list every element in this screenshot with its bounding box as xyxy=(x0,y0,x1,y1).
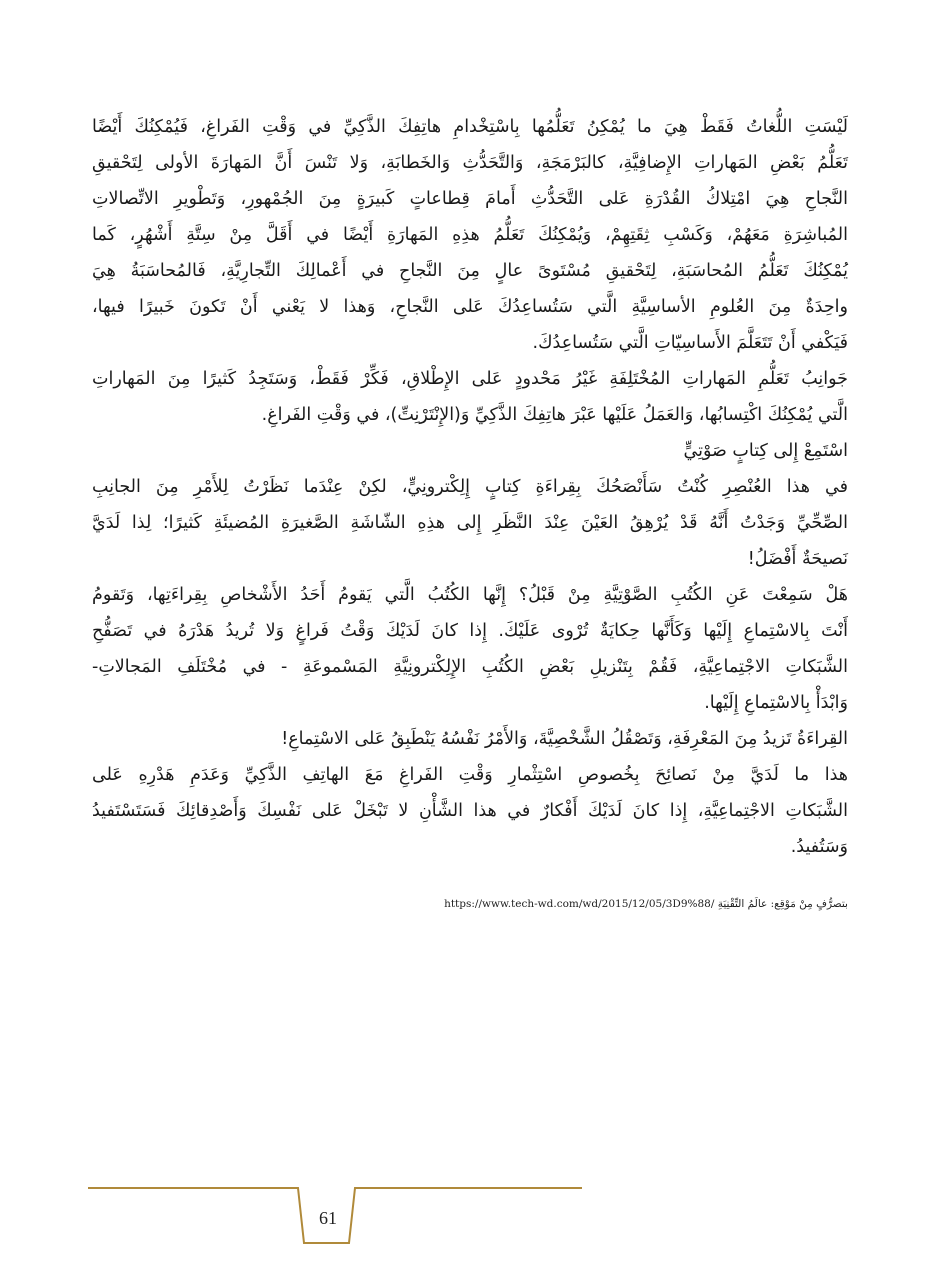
text-line: القِراءَةُ تَزيدُ مِنَ المَعْرِفَةِ، وَتَصْقُلُ الشَّخْصِيَّةَ، وَالأَمْرُ نَفْسُهُ يَنْطَبِقُ عَلى الاسْتِماعِ! xyxy=(281,729,848,749)
text-line: الصِّحِّيِّ وَجَدْتُ أَنَّهُ قَدْ يُرْهِقُ العَيْنَ عِنْدَ النَّظَرِ إِلى هذِهِ الشّاشَةِ الصَّغيرَةِ المُضيئَةِ كَثيرًا؛ لِذا لَدَيَّ xyxy=(92,513,848,533)
page-number: 61 xyxy=(319,1208,337,1228)
text-line: أَنْتَ بِالاسْتِماعِ إِلَيْها وَكَأَنَّها حِكايَةٌ تُرْوى عَلَيْكَ. إِذا كانَ لَدَيْكَ وَقْتُ فَراغٍ وَلا تُريدُ هَدْرَهُ في تَصَفُّحِ xyxy=(92,621,848,641)
text-line: الَّتي يُمْكِنُكَ اكْتِسابُها، وَالعَمَلُ عَلَيْها عَبْرَ هاتِفِكَ الذَّكِيِّ وَ(الإِنْتَرْنِتِّ)، في وَقْتِ الفَراغِ. xyxy=(261,405,848,425)
text-line: تَعَلُّمُ بَعْضِ المَهاراتِ الإِضافِيَّةِ، كالبَرْمَجَةِ، وَالتَّحَدُّثِ وَالخَطابَةِ، وَلا تَنْسَ أَنَّ المَهارَةَ الأولى لِتَحْقيقِ xyxy=(92,153,848,173)
source-citation xyxy=(400,898,848,910)
text-line: جَوانِبُ تَعَلُّمِ المَهاراتِ المُخْتَلِفَةِ غَيْرُ مَحْدودٍ عَلى الإِطْلاقِ، فَكِّرْ فَقَطْ، وَسَتَجِدُ كَثيرًا مِنَ المَهاراتِ xyxy=(92,369,848,389)
text-line: يُمْكِنُكَ تَعَلُّمُ المُحاسَبَةِ، لِتَحْقيقِ مُسْتَوىً عالٍ مِنَ النَّجاحِ في أَعْمالِكَ التِّجارِيَّةِ، فَالمُحاسَبَةُ هِيَ xyxy=(92,261,848,281)
text-line: الشَّبَكاتِ الاجْتِماعِيَّةِ، إِذا كانَ لَدَيْكَ أَفْكارٌ في هذا الشَّأْنِ لا تَبْخَلْ عَلى نَفْسِكَ وَأَصْدِقائِكَ فَسَتَسْتَفيدُ xyxy=(92,801,848,821)
text-line: المُباشِرَةِ مَعَهُمْ، وَكَسْبِ ثِقَتِهِمْ، وَيُمْكِنُكَ تَعَلُّمُ هذِهِ المَهارَةِ أَيْضًا في أَقَلَّ مِنْ سِتَّةِ أَشْهُرٍ، كَما xyxy=(92,225,848,245)
text-line: وَسَتُفيدُ. xyxy=(790,837,848,857)
text-line: الشَّبَكاتِ الاجْتِماعِيَّةِ، فَقُمْ بِتَنْزيلِ بَعْضِ الكُتُبِ الإِلِكْترونِيَّةِ المَسْموعَةِ - في مُخْتَلَفِ المَجالاتِ- xyxy=(92,657,848,677)
text-line: وَابْدَأْ بِالاسْتِماعِ إِلَيْها. xyxy=(704,693,848,713)
source-url[interactable]: https://www.tech-wd.com/wd/2015/12/05/3D9%88/ xyxy=(444,898,715,910)
text-line: هَلْ سَمِعْتَ عَنِ الكُتُبِ الصَّوْتِيَّةِ مِنْ قَبْلُ؟ إِنَّها الكُتُبُ الَّتي يَقومُ أَحَدُ الأَشْخاصِ بِقِراءَتِها، وَتَقومُ xyxy=(92,585,848,605)
text-line: فَيَكْفي أَنْ تَتَعَلَّمَ الأَساسِيّاتِ الَّتي سَتُساعِدُكَ. xyxy=(532,333,848,353)
article-body xyxy=(92,109,848,865)
text-line: هذا ما لَدَيَّ مِنْ نَصائِحَ بِخُصوصِ اسْتِثْمارِ وَقْتِ الفَراغِ مَعَ الهاتِفِ الذَّكِيِّ وَعَدَمِ هَدْرِهِ عَلى xyxy=(92,765,848,785)
text-line: واحِدَةٌ مِنَ العُلومِ الأساسِيَّةِ الَّتي سَتُساعِدُكَ عَلى النَّجاحِ، وَهذا لا يَعْني أَنْ تَكونَ خَبيرًا فيها، xyxy=(92,297,848,317)
text-line: النَّجاحِ هِيَ امْتِلاكُ القُدْرَةِ عَلى التَّحَدُّثِ أَمامَ قِطاعاتٍ كَبيرَةٍ مِنَ الجُمْهورِ، وَتَطْويرِ الاتِّصالاتِ xyxy=(92,189,848,209)
text-line: نَصيحَةٌ أَفْضَلُ! xyxy=(747,549,848,569)
section-heading: اسْتَمِعْ إِلى كِتابٍ صَوْتِيٍّ xyxy=(683,441,848,461)
source-label: بتصرُّفٍ مِنْ مَوْقِع: عالَمُ التِّقْنِيَةِ xyxy=(717,898,848,910)
text-line: لَيْسَتِ اللُّغاتُ فَقَطْ هِيَ ما يُمْكِنُ تَعَلُّمُها بِاسْتِخْدامِ هاتِفِكَ الذَّكِيِّ في وَقْتِ الفَراغِ، فَيُمْكِنُكَ أَيْضًا xyxy=(92,117,848,137)
text-line: في هذا العُنْصِرِ كُنْتُ سَأَنْصَحُكَ بِقِراءَةِ كِتابٍ إِلِكْترونِيٍّ، لكِنْ عِنْدَما نَظَرْتُ لِلأَمْرِ مِنَ الجانِبِ xyxy=(92,477,848,497)
